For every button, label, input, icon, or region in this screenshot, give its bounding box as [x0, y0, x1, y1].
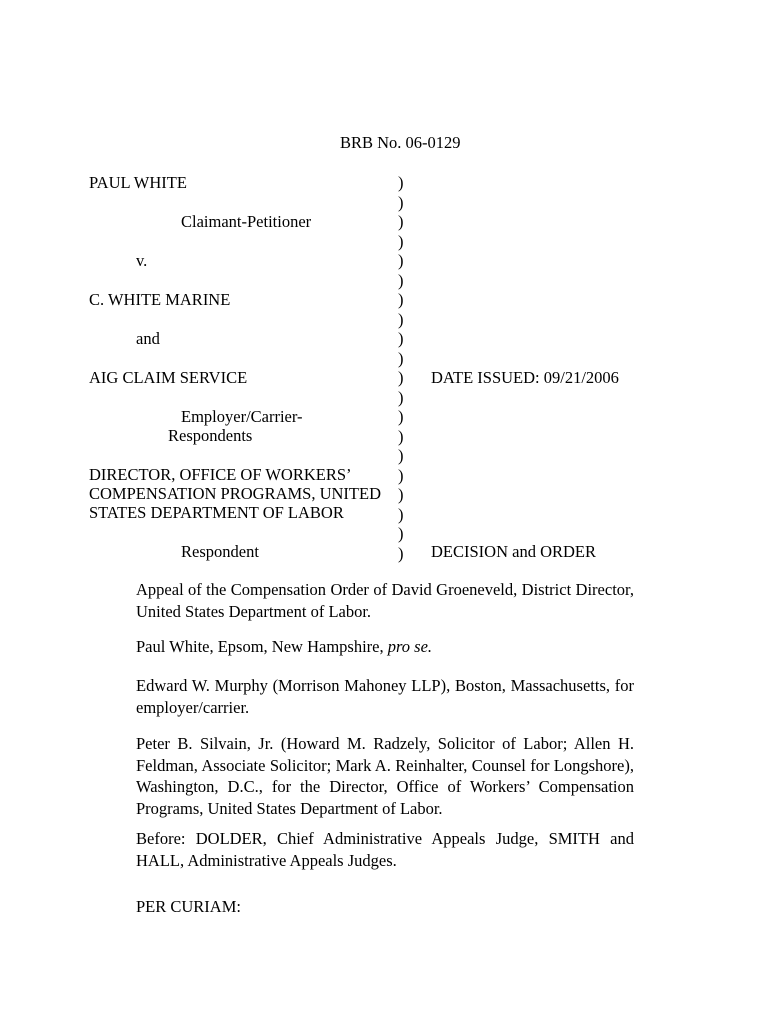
per-curiam-heading: PER CURIAM: — [136, 897, 241, 916]
director-line3: STATES DEPARTMENT OF LABOR — [89, 503, 344, 522]
director-line2: COMPENSATION PROGRAMS, UNITED — [89, 484, 381, 503]
caption-paren-column — [398, 173, 410, 563]
caption-paren: ) — [398, 173, 404, 192]
caption-paren: ) — [398, 387, 404, 407]
counsel-claimant-text: Paul White, Epsom, New Hampshire, — [136, 637, 384, 656]
respondent-role-line2: Respondents — [168, 426, 253, 445]
employer-name: C. WHITE MARINE — [89, 290, 231, 309]
caption-paren: ) — [398, 309, 404, 329]
caption-paren: ) — [398, 465, 404, 485]
counsel-employer-paragraph: Edward W. Murphy (Morrison Mahoney LLP), Boston, Massachusetts, for employer/carrier. — [136, 676, 634, 717]
caption-paren: ) — [398, 270, 404, 290]
respondent-role-line1: Employer/Carrier- — [181, 407, 303, 426]
versus-label: v. — [136, 251, 148, 270]
carrier-name: AIG CLAIM SERVICE — [89, 368, 248, 387]
director-role: Respondent — [181, 542, 259, 561]
caption-paren: ) — [398, 504, 404, 524]
counsel-claimant-paragraph — [136, 636, 634, 658]
docket-number: BRB No. 06-0129 — [340, 133, 461, 152]
caption-paren: ) — [398, 426, 404, 446]
caption-paren: ) — [398, 192, 404, 212]
caption-paren: ) — [398, 407, 404, 426]
caption-paren: ) — [398, 329, 404, 348]
caption-paren: ) — [398, 212, 404, 231]
caption-paren: ) — [398, 231, 404, 251]
claimant-name: PAUL WHITE — [89, 173, 187, 192]
counsel-director-paragraph: Peter B. Silvain, Jr. (Howard M. Radzely, Solicitor of Labor; Allen H. Feldman, Associate Solicitor; Mark A. Reinhalter, Counsel for Longshore), Washington, D.C., for the Director, Office of Workers’ Compensation Programs, United States Department of Labor. — [136, 734, 634, 818]
date-issued: DATE ISSUED: 09/21/2006 — [431, 368, 619, 387]
caption-paren: ) — [398, 368, 404, 387]
caption-paren: ) — [398, 290, 404, 309]
director-line1: DIRECTOR, OFFICE OF WORKERS’ — [89, 465, 352, 484]
appeal-paragraph: Appeal of the Compensation Order of David Groeneveld, District Director, United States Department of Labor. — [136, 580, 634, 621]
and-label: and — [136, 329, 160, 348]
claimant-role: Claimant-Petitioner — [181, 212, 312, 231]
caption-paren: ) — [398, 251, 404, 270]
caption-paren: ) — [398, 543, 404, 563]
decision-and-order: DECISION and ORDER — [431, 542, 596, 561]
caption-paren: ) — [398, 446, 404, 465]
caption-paren: ) — [398, 524, 404, 543]
caption-paren: ) — [398, 348, 404, 368]
panel-paragraph: Before: DOLDER, Chief Administrative Appeals Judge, SMITH and HALL, Administrative Appeals Judges. — [136, 829, 634, 870]
caption-paren: ) — [398, 485, 404, 504]
pro-se-text: pro se. — [387, 637, 433, 656]
